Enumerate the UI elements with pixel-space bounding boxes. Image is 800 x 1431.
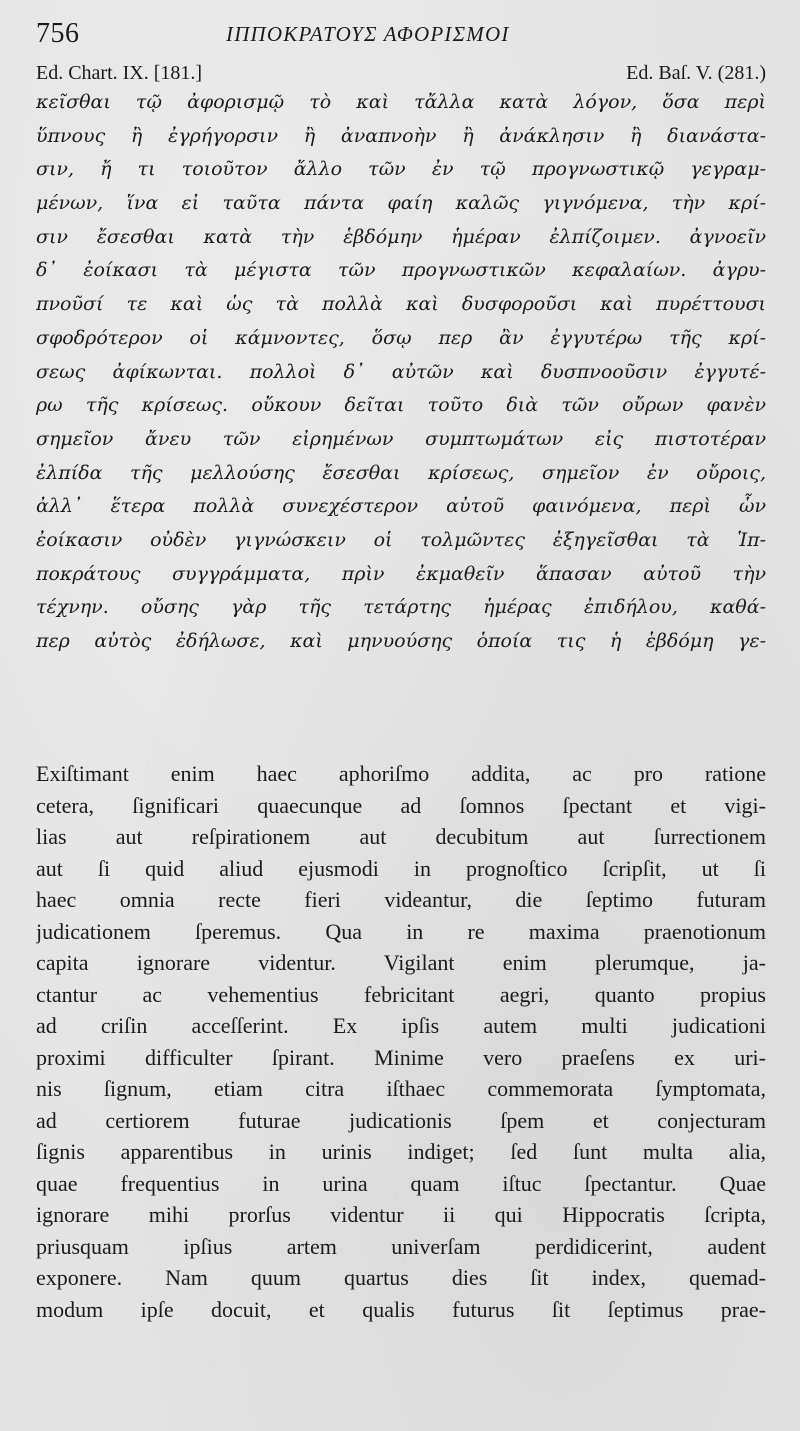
greek-line: δ᾽ ἐοίκασι τὰ μέγιστα τῶν προγνωστικῶν κεφαλαίων. ἀγρυ- — [36, 259, 766, 282]
latin-line: proximi difficulter ſpirant. Minime vero praeſens ex uri- — [36, 1044, 766, 1070]
greek-line: ρω τῆς κρίσεως. οὔκουν δεῖται τοῦτο διὰ τῶν οὔρων φανὲν — [36, 394, 766, 417]
greek-line: σιν, ἤ τι τοιοῦτον ἄλλο τῶν ἐν τῷ προγνωστικῷ γεγραμ- — [36, 158, 766, 181]
latin-line: nis ſignum, etiam citra iſthaec commemorata ſymptomata, — [36, 1076, 766, 1101]
greek-line: πνοῦσί τε καὶ ὡς τὰ πολλὰ καὶ δυσφοροῦσι καὶ πυρέττουσι — [36, 293, 766, 316]
edition-basel: Ed. Baſ. V. (281.) — [626, 62, 766, 84]
greek-line: σιν ἔσεσθαι κατὰ τὴν ἑβδόμην ἡμέραν ἐλπίζοιμεν. ἀγνοεῖν — [36, 225, 766, 248]
latin-line: judicationem ſperemus. Qua in re maxima praenotionum — [36, 918, 766, 944]
latin-line: exponere. Nam quum quartus dies ſit index, quemad- — [36, 1265, 766, 1290]
greek-line: κεῖσθαι τῷ ἀφορισμῷ τὸ καὶ τἄλλα κατὰ λόγον, ὅσα περὶ — [36, 91, 766, 113]
latin-line: ctantur ac vehementius febricitant aegri, quanto propius — [36, 981, 766, 1007]
latin-line: aut ſi quid aliud ejusmodi in prognoſtico ſcripſit, ut ſi — [36, 855, 766, 881]
page-header — [36, 14, 766, 58]
greek-line: σφοδρότερον οἱ κάμνοντες, ὅσῳ περ ἂν ἐγγυτέρω τῆς κρί- — [36, 326, 766, 349]
latin-line: haec omnia recte fieri videantur, die ſeptimo futuram — [36, 887, 766, 912]
latin-line: capita ignorare videntur. Vigilant enim plerumque, ja- — [36, 950, 766, 975]
latin-line: ad certiorem futurae judicationis ſpem et conjecturam — [36, 1107, 766, 1133]
greek-line: περ αὐτὸς ἐδήλωσε, καὶ μηνυούσης ὁποία τις ἡ ἑβδόμη γε- — [36, 630, 766, 652]
greek-line: σημεῖον ἄνευ τῶν εἰρημένων συμπτωμάτων εἰς πιστοτέραν — [36, 427, 766, 450]
greek-line: ἐοίκασιν οὐδὲν γιγνώσκειν οἱ τολμῶντες ἐξηγεῖσθαι τὰ Ἱπ- — [36, 528, 766, 551]
edition-line — [36, 62, 766, 88]
greek-line: ἐλπίδα τῆς μελλούσης ἔσεσθαι κρίσεως, σημεῖον ἐν οὔροις, — [36, 461, 766, 484]
greek-line: σεως ἀφίκωνται. πολλοὶ δ᾽ αὐτῶν καὶ δυσπνοοῦσιν ἐγγυτέ- — [36, 360, 766, 383]
latin-line: modum ipſe docuit, et qualis futurus ſit ſeptimus prae- — [36, 1296, 766, 1322]
latin-line: ignorare mihi prorſus videntur ii qui Hippocratis ſcripta, — [36, 1202, 766, 1227]
greek-line: ἀλλ᾽ ἕτερα πολλὰ συνεχέστερον αὐτοῦ φαινόμενα, περὶ ὧν — [36, 495, 766, 518]
latin-line: lias aut reſpirationem aut decubitum aut ſurrectionem — [36, 824, 766, 849]
running-title: ΙΠΠΟΚΡΑΤΟΥΣ ΑΦΟΡΙΣΜΟΙ — [226, 22, 510, 46]
latin-line: Exiſtimant enim haec aphoriſmo addita, ac pro ratione — [36, 761, 766, 786]
greek-text-block — [36, 86, 766, 659]
latin-text-block — [36, 758, 766, 1325]
greek-line: μένων, ἵνα εἰ ταῦτα πάντα φαίη καλῶς γιγνόμενα, τὴν κρί- — [36, 192, 766, 215]
greek-line: ὕπνους ἢ ἐγρήγορσιν ἢ ἀναπνοὴν ἢ ἀνάκλησιν ἢ διανάστα- — [36, 124, 766, 147]
greek-line: τέχνην. οὔσης γὰρ τῆς τετάρτης ἡμέρας ἐπιδήλου, καθά- — [36, 596, 766, 619]
greek-line: ποκράτους συγγράμματα, πρὶν ἐκμαθεῖν ἅπασαν αὐτοῦ τὴν — [36, 562, 766, 585]
latin-line: cetera, ſignificari quaecunque ad ſomnos ſpectant et vigi- — [36, 792, 766, 818]
edition-chartier: Ed. Chart. IX. [181.] — [36, 62, 203, 84]
latin-line: ſignis apparentibus in urinis indiget; ſed ſunt multa alia, — [36, 1139, 766, 1164]
latin-line: ad criſin acceſſerint. Ex ipſis autem multi judicationi — [36, 1013, 766, 1038]
latin-line: quae frequentius in urina quam iſtuc ſpectantur. Quae — [36, 1170, 766, 1196]
latin-line: priusquam ipſius artem univerſam perdidicerint, audent — [36, 1233, 766, 1259]
page-number: 756 — [36, 18, 80, 49]
